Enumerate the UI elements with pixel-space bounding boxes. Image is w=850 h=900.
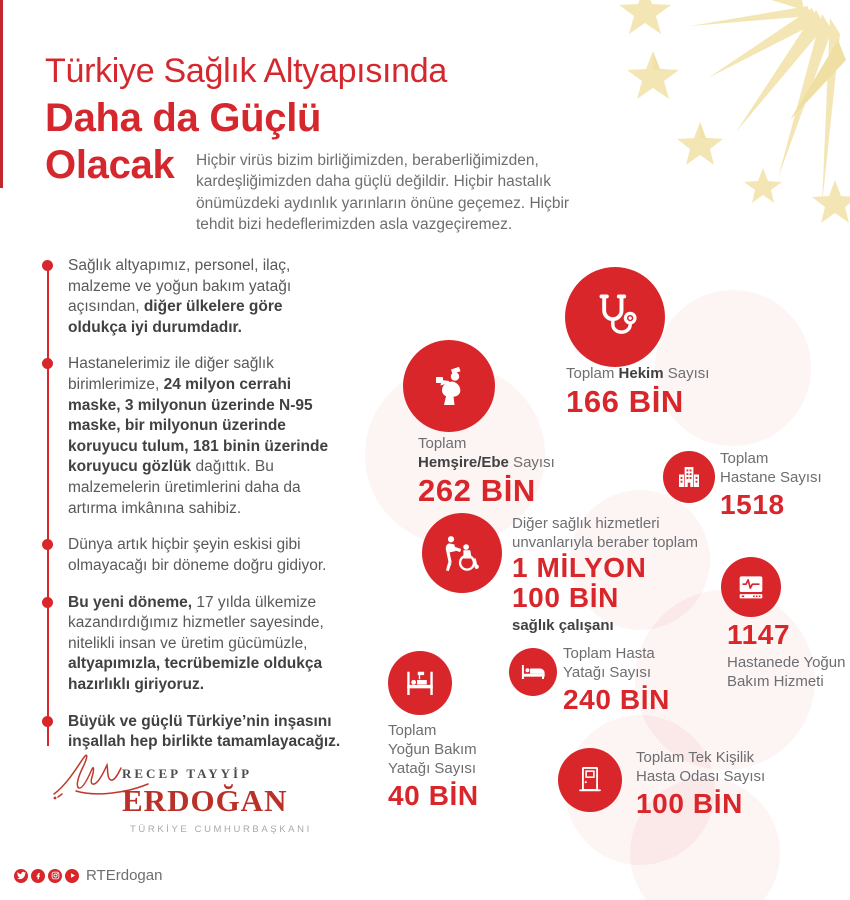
youtube-icon[interactable] [65,869,79,883]
page-title-line3: Olacak [45,143,175,187]
bullet-item [42,593,342,696]
stat-label-bold: Hemşire/Ebe [418,454,509,472]
page-title-line2: Daha da Güçlü [45,96,322,140]
signature-title: TÜRKİYE CUMHURBAŞKANI [130,824,312,835]
stat-value: 40 BİN [388,780,479,812]
stat-label-text: Hastane Sayısı [720,469,822,487]
stat-circle-hemsire [403,340,495,432]
bullet-text-bold: Bu yeni döneme, [68,593,193,611]
ekg-monitor-icon [734,570,768,604]
stethoscope-icon [589,291,641,343]
bullet-list [42,256,342,769]
bullet-text: dağıttık. Bu malzemelerin üretimlerini daha da artırma imkânına sahibiz. [68,458,301,517]
social-handle[interactable]: RTErdogan [86,867,163,884]
stat-value: 100 BİN [512,582,619,614]
stat-label-text: Toplam [720,450,769,467]
stat-hasta-yatagi [563,644,670,714]
stat-label-text: unvanlarıyla beraber toplam [512,534,698,552]
facebook-icon[interactable] [31,869,45,883]
stat-label-text: Sayısı [508,454,555,472]
stat-circle-tek-kisilik-oda [558,748,622,812]
bullet-text: Sağlık altyapımız, personel, ilaç, malzeme ve yoğun bakım yatağı açısından, [68,257,292,316]
stat-value: 1518 [720,489,785,521]
bullet-text: Hastanelerimiz ile diğer sağlık birimlerimize, [68,355,274,394]
bullet-item [42,354,342,519]
stat-circle-yogun-bakim-yatagi [388,651,452,715]
hospital-bed-icon [519,658,547,686]
icu-bed-icon [402,665,438,701]
stat-label-text: Toplam [566,365,619,382]
stat-label-text: Yatağı Sayısı [563,664,652,682]
stat-circle-hekim [565,267,665,367]
stat-value: 240 BİN [563,684,670,716]
signature-last-name: ERDOĞAN [122,783,288,818]
stat-circle-hastane [663,451,715,503]
wheelchair-icon [440,531,484,575]
stat-circle-saglik-calisani [422,513,502,593]
bullet-dot [42,597,53,608]
stat-label-text: Toplam [418,435,467,452]
stat-label-text: Yoğun Bakım [388,741,477,759]
bullet-text-bold: 24 milyon cerrahi maske, 3 milyonun üzerinde N-95 maske, bir milyonun üzerinde koruyucu tulum, 181 binin üzerinde koruyucu gözlük [68,376,329,476]
stat-saglik-calisani [512,514,698,635]
stat-value: 100 BİN [636,788,743,820]
footer-social-bar [14,867,162,884]
stat-value: 1147 [727,619,791,650]
bullet-dot [42,716,53,727]
stat-label-bold: sağlık çalışanı [512,616,614,634]
stat-hastane [720,449,822,519]
hospital-icon [674,462,704,492]
left-edge-accent [0,0,3,188]
bullet-dot [42,358,53,369]
stat-label-bold: Hekim [618,365,664,382]
bullet-text: Dünya artık hiçbir şeyin eskisi gibi olmayacağı bir döneme doğru gidiyor. [68,536,327,574]
signature-block [122,766,312,835]
stat-label-text: Sayısı [663,365,710,382]
stat-label-text: Bakım Hizmeti [727,673,824,691]
bullet-dot [42,539,53,550]
intro-paragraph: Hiçbir virüs bizim birliğimizden, beraberliğimizden, kardeşliğimizden daha güçlü değildir. Hiçbir hastalık önümüzdeki aydınlık yarınların önüne geçemez. Hiçbir tehdit bizi hedeflerimizden asla vazgeçiremez. [196,152,570,234]
stat-yogun-bakim-yatagi [388,721,479,811]
stat-label-text: Toplam Tek Kişilik [636,749,755,766]
signature-first-name: RECEP TAYYİP [122,766,253,781]
bullet-text-bold: altyapımızla, tecrübemizle oldukça hazırlıklı giriyoruz. [68,655,323,693]
stat-label-text: Toplam Hasta [563,645,655,662]
stat-label-text: Hastanede Yoğun [727,654,846,672]
stat-label-text: Toplam [388,722,437,739]
bullet-text-bold: diğer ülkelere göre oldukça iyi durumdadır. [68,298,283,336]
stat-circle-yogun-bakim-hizmeti [721,557,781,617]
stat-label-text: Yatağı Sayısı [388,760,477,778]
stat-value: 166 BİN [566,384,684,420]
bullet-item [42,256,342,338]
bullet-text-bold: Büyük ve güçlü Türkiye’nin inşasını inşallah hep birlikte tamamlayacağız. [68,712,341,751]
bullet-dot [42,260,53,271]
stat-tek-kisilik-oda [636,748,765,818]
door-icon [573,763,607,797]
stat-hekim [566,364,709,419]
instagram-icon[interactable] [48,869,62,883]
bullet-item [42,535,342,576]
twitter-icon[interactable] [14,869,28,883]
stat-label-text: Diğer sağlık hizmetleri [512,515,660,532]
page-title-line1: Türkiye Sağlık Altyapısında [45,52,447,90]
nurse-icon [425,362,473,410]
stat-hemsire [418,434,555,508]
stat-value: 1 MİLYON [512,552,647,584]
stat-circle-hasta-yatagi [509,648,557,696]
stat-value: 262 BİN [418,473,536,509]
stat-label-text: Hasta Odası Sayısı [636,768,766,786]
bullet-text: 17 yılda ülkemize kazandırdığımız hizmetler sayesinde, nitelikli insan ve üretim gücümüzle, [68,593,324,652]
stat-yogun-bakim-hizmeti [727,620,845,691]
